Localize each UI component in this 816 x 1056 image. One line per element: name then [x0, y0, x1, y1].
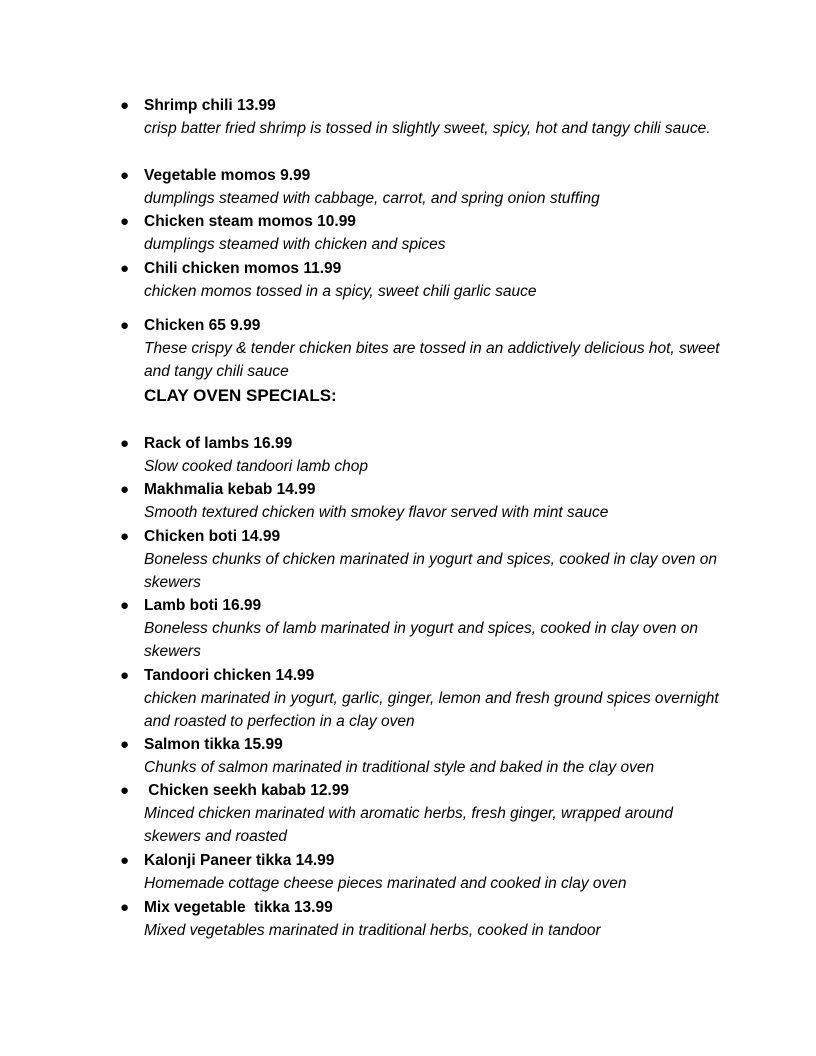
item-description: Mixed vegetables marinated in traditional herbs, cooked in tandoor: [144, 922, 601, 939]
item-name: Makhmalia kebab 14.99: [144, 481, 316, 498]
item-name: Kalonji Paneer tikka 14.99: [144, 852, 335, 869]
item-description: Slow cooked tandoori lamb chop: [144, 458, 369, 475]
item-description: crisp batter fried shrimp is tossed in slightly sweet, spicy, hot and tangy chili sauce.: [144, 120, 711, 137]
item-name: Chicken boti 14.99: [144, 528, 281, 545]
bullet-icon: ●: [120, 260, 130, 277]
item-description: Boneless chunks of lamb marinated in yogurt and spices, cooked in clay oven on skewers: [144, 620, 699, 660]
item-description: Boneless chunks of chicken marinated in yogurt and spices, cooked in clay oven on skewers: [144, 551, 717, 591]
bullet-icon: ●: [120, 317, 130, 334]
bullet-icon: ●: [120, 97, 130, 114]
item-name: Chili chicken momos 11.99: [144, 260, 342, 277]
item-name: Shrimp chili 13.99: [144, 97, 276, 114]
item-name: Tandoori chicken 14.99: [144, 667, 315, 684]
bullet-icon: ●: [120, 667, 130, 684]
item-description: Smooth textured chicken with smokey flavor served with mint sauce: [144, 504, 609, 521]
item-description: chicken momos tossed in a spicy, sweet chili garlic sauce: [144, 283, 537, 300]
bullet-icon: ●: [120, 899, 130, 916]
bullet-icon: ●: [120, 597, 130, 614]
bullet-icon: ●: [120, 213, 130, 230]
item-description: Minced chicken marinated with aromatic herbs, fresh ginger, wrapped around skewers and roasted: [144, 805, 673, 845]
bullet-icon: ●: [120, 528, 130, 545]
item-description: These crispy & tender chicken bites are tossed in an addictively delicious hot, sweet and tangy chili sauce: [144, 340, 720, 380]
item-name: Vegetable momos 9.99: [144, 167, 311, 184]
item-description: Chunks of salmon marinated in traditional style and baked in the clay oven: [144, 759, 655, 776]
bullet-icon: ●: [120, 852, 130, 869]
item-name: Salmon tikka 15.99: [144, 736, 283, 753]
bullet-icon: ●: [120, 435, 130, 452]
item-name: Lamb boti 16.99: [144, 597, 262, 614]
item-name: Chicken 65 9.99: [144, 317, 261, 334]
item-description: dumplings steamed with chicken and spices: [144, 236, 446, 253]
bullet-icon: ●: [120, 167, 130, 184]
bullet-icon: ●: [120, 782, 130, 799]
bullet-icon: ●: [120, 481, 130, 498]
bullet-icon: ●: [120, 736, 130, 753]
item-description: Homemade cottage cheese pieces marinated and cooked in clay oven: [144, 875, 627, 892]
item-name: Chicken seekh kabab 12.99: [144, 782, 350, 799]
item-description: chicken marinated in yogurt, garlic, ginger, lemon and fresh ground spices overnight and roasted to perfection in a clay oven: [144, 690, 719, 730]
section-heading: CLAY OVEN SPECIALS:: [144, 386, 337, 405]
item-name: Mix vegetable tikka 13.99: [144, 899, 333, 916]
item-description: dumplings steamed with cabbage, carrot, and spring onion stuffing: [144, 190, 600, 207]
item-name: Rack of lambs 16.99: [144, 435, 293, 452]
item-name: Chicken steam momos 10.99: [144, 213, 356, 230]
